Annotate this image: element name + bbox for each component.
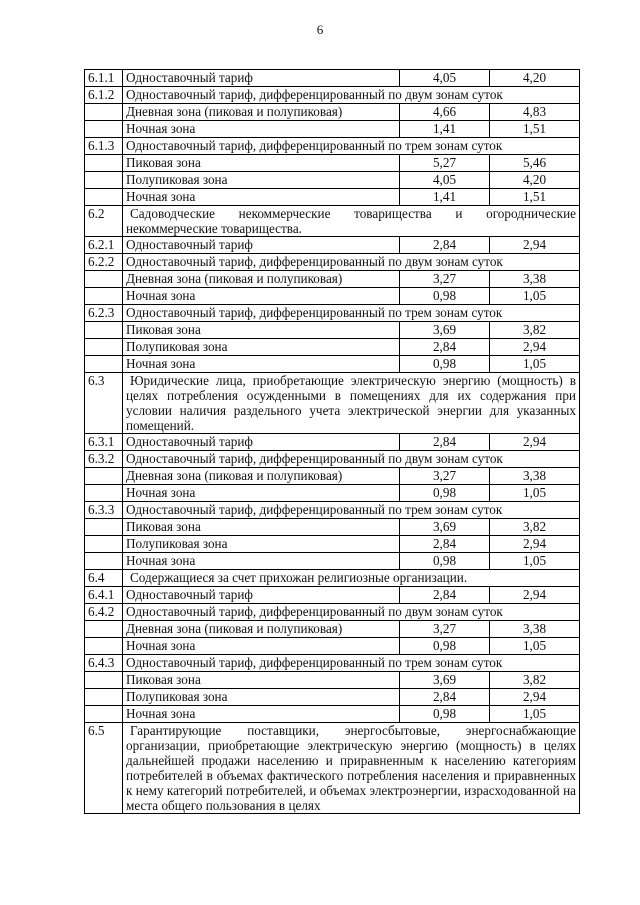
table-row [85,638,580,655]
table-row [85,570,580,587]
table-row [85,138,580,155]
table-row [85,322,580,339]
tariff-group-title: Одноставочный тариф, дифференцированный по трем зонам суток [123,138,580,155]
row-number: 6.4.2 [85,604,123,621]
tariff-value-period-1: 2,84 [400,587,490,604]
tariff-value-period-2: 1,05 [490,288,580,305]
tariff-value-period-2: 1,05 [490,356,580,373]
tariff-value-period-2: 3,82 [490,519,580,536]
table-row [85,468,580,485]
page-number: 6 [316,22,324,37]
zone-name: Дневная зона (пиковая и полупиковая) [123,104,400,121]
tariff-value-period-1: 0,98 [400,356,490,373]
zone-name: Дневная зона (пиковая и полупиковая) [123,468,400,485]
tariff-value-period-2: 3,38 [490,271,580,288]
tariff-value-period-2: 4,83 [490,104,580,121]
row-number [85,468,123,485]
row-number: 6.3 [85,373,123,434]
table-row [85,434,580,451]
tariff-value-period-1: 0,98 [400,706,490,723]
tariff-value-period-1: 2,84 [400,689,490,706]
row-number [85,553,123,570]
row-number [85,271,123,288]
table-row [85,237,580,254]
tariff-value-period-2: 2,94 [490,587,580,604]
tariff-value-period-2: 2,94 [490,237,580,254]
tariff-value-period-1: 4,66 [400,104,490,121]
row-number: 6.3.2 [85,451,123,468]
tariff-value-period-1: 2,84 [400,237,490,254]
tariff-value-period-1: 3,27 [400,621,490,638]
tariff-value-period-1: 3,69 [400,519,490,536]
row-number [85,621,123,638]
row-number [85,485,123,502]
table-row [85,356,580,373]
row-number [85,689,123,706]
table-row [85,519,580,536]
row-number: 6.1.3 [85,138,123,155]
zone-name: Ночная зона [123,553,400,570]
row-number: 6.4 [85,570,123,587]
table-row [85,288,580,305]
row-number: 6.4.1 [85,587,123,604]
table-row [85,451,580,468]
tariff-group-title: Одноставочный тариф, дифференцированный по двум зонам суток [123,451,580,468]
zone-name: Пиковая зона [123,155,400,172]
tariff-value-period-1: 0,98 [400,553,490,570]
tariff-value-period-1: 1,41 [400,121,490,138]
row-number: 6.5 [85,723,123,814]
tariff-name: Одноставочный тариф [123,70,400,87]
row-number [85,706,123,723]
tariff-value-period-2: 1,05 [490,706,580,723]
zone-name: Дневная зона (пиковая и полупиковая) [123,621,400,638]
tariff-value-period-1: 0,98 [400,288,490,305]
tariff-table-body [85,70,580,814]
consumer-category-description: Садоводческие некоммерческие товарищества и огороднические некоммерческие товарищества. [123,206,580,237]
row-number: 6.2 [85,206,123,237]
tariff-value-period-1: 2,84 [400,434,490,451]
tariff-value-period-2: 1,05 [490,553,580,570]
tariff-value-period-2: 2,94 [490,339,580,356]
row-number [85,356,123,373]
table-row [85,206,580,237]
tariff-value-period-1: 4,05 [400,70,490,87]
table-row [85,121,580,138]
row-number [85,172,123,189]
tariff-value-period-2: 2,94 [490,434,580,451]
zone-name: Полупиковая зона [123,172,400,189]
tariff-value-period-1: 3,69 [400,672,490,689]
zone-name: Ночная зона [123,485,400,502]
table-row [85,723,580,814]
tariff-value-period-2: 1,05 [490,638,580,655]
tariff-value-period-2: 2,94 [490,536,580,553]
tariff-value-period-2: 4,20 [490,172,580,189]
tariff-name: Одноставочный тариф [123,237,400,254]
row-number [85,189,123,206]
tariff-value-period-1: 0,98 [400,485,490,502]
tariff-value-period-2: 5,46 [490,155,580,172]
tariff-group-title: Одноставочный тариф, дифференцированный по трем зонам суток [123,502,580,519]
zone-name: Полупиковая зона [123,339,400,356]
zone-name: Ночная зона [123,189,400,206]
table-row [85,339,580,356]
zone-name: Дневная зона (пиковая и полупиковая) [123,271,400,288]
table-row [85,189,580,206]
tariff-value-period-2: 4,20 [490,70,580,87]
table-row [85,672,580,689]
tariff-value-period-1: 0,98 [400,638,490,655]
table-row [85,706,580,723]
tariff-name: Одноставочный тариф [123,587,400,604]
row-number [85,155,123,172]
consumer-category-description: Юридические лица, приобретающие электрическую энергию (мощность) в целях потребления осужденными в помещениях для их содержания при условии наличия раздельного учета электрической энергии для указанных помещений. [123,373,580,434]
tariff-value-period-1: 5,27 [400,155,490,172]
tariff-value-period-2: 1,05 [490,485,580,502]
row-number: 6.3.3 [85,502,123,519]
tariff-group-title: Одноставочный тариф, дифференцированный по двум зонам суток [123,254,580,271]
table-row [85,655,580,672]
row-number [85,536,123,553]
tariff-group-title: Одноставочный тариф, дифференцированный по трем зонам суток [123,305,580,322]
row-number: 6.1.2 [85,87,123,104]
row-number [85,519,123,536]
table-row [85,271,580,288]
zone-name: Пиковая зона [123,519,400,536]
zone-name: Ночная зона [123,356,400,373]
tariff-value-period-1: 2,84 [400,536,490,553]
consumer-category-description: Содержащиеся за счет прихожан религиозные организации. [123,570,580,587]
row-number [85,322,123,339]
table-row [85,621,580,638]
tariff-value-period-1: 4,05 [400,172,490,189]
tariff-name: Одноставочный тариф [123,434,400,451]
table-row [85,373,580,434]
tariff-value-period-1: 2,84 [400,339,490,356]
tariff-group-title: Одноставочный тариф, дифференцированный по трем зонам суток [123,655,580,672]
tariff-value-period-2: 2,94 [490,689,580,706]
table-row [85,485,580,502]
row-number: 6.2.1 [85,237,123,254]
zone-name: Ночная зона [123,638,400,655]
table-row [85,604,580,621]
zone-name: Ночная зона [123,121,400,138]
row-number [85,104,123,121]
zone-name: Полупиковая зона [123,536,400,553]
row-number: 6.2.3 [85,305,123,322]
row-number [85,288,123,305]
row-number [85,121,123,138]
tariff-value-period-2: 1,51 [490,121,580,138]
zone-name: Пиковая зона [123,322,400,339]
row-number: 6.3.1 [85,434,123,451]
tariff-value-period-2: 3,82 [490,672,580,689]
zone-name: Полупиковая зона [123,689,400,706]
tariff-value-period-2: 3,38 [490,468,580,485]
zone-name: Ночная зона [123,706,400,723]
table-row [85,254,580,271]
tariff-group-title: Одноставочный тариф, дифференцированный по двум зонам суток [123,87,580,104]
tariff-value-period-2: 3,82 [490,322,580,339]
row-number [85,339,123,356]
zone-name: Пиковая зона [123,672,400,689]
table-row [85,587,580,604]
tariff-group-title: Одноставочный тариф, дифференцированный по двум зонам суток [123,604,580,621]
row-number: 6.4.3 [85,655,123,672]
zone-name: Ночная зона [123,288,400,305]
table-row [85,553,580,570]
table-row [85,305,580,322]
table-row [85,104,580,121]
table-row [85,536,580,553]
table-row [85,689,580,706]
tariff-value-period-2: 3,38 [490,621,580,638]
table-row [85,172,580,189]
row-number: 6.1.1 [85,70,123,87]
consumer-category-description: Гарантирующие поставщики, энергосбытовые, энергоснабжающие организации, приобретающие электрическую энергию (мощность) в целях дальнейшей продажи населению и приравненным к населению категориям потребителей в объемах фактического потребления населения и приравненных к нему категорий потребителей, и объемах электроэнергии, израсходованной на места общего пользования в целях [123,723,580,814]
table-row [85,155,580,172]
tariff-table [84,69,580,814]
tariff-value-period-2: 1,51 [490,189,580,206]
table-row [85,87,580,104]
tariff-value-period-1: 1,41 [400,189,490,206]
row-number [85,638,123,655]
tariff-value-period-1: 3,27 [400,468,490,485]
table-row [85,70,580,87]
tariff-value-period-1: 3,69 [400,322,490,339]
row-number: 6.2.2 [85,254,123,271]
tariff-value-period-1: 3,27 [400,271,490,288]
table-row [85,502,580,519]
row-number [85,672,123,689]
